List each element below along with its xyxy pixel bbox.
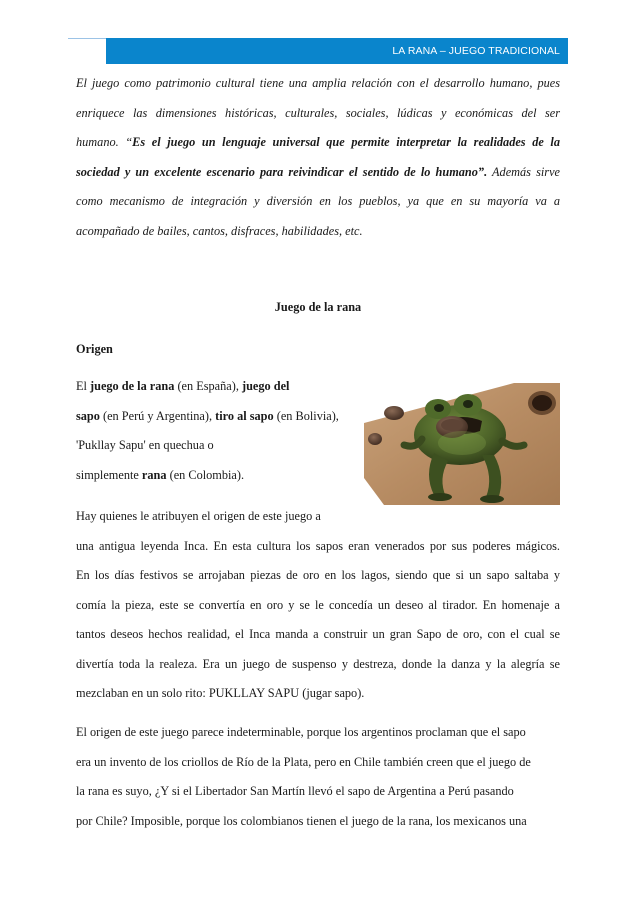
bold-term: juego del bbox=[242, 379, 290, 393]
text-line bbox=[76, 461, 376, 491]
bold-term: tiro al sapo bbox=[215, 408, 274, 423]
text-line: En los días festivos se arrojaban piezas de oro en los lagos, siendo que si un sapo saltaba y bbox=[76, 568, 560, 582]
text-run: (en España), bbox=[174, 379, 242, 393]
text-line: divertía toda la realeza. Era un juego de suspenso y destreza, donde la danza y la alegría se bbox=[76, 656, 560, 671]
header-rule bbox=[68, 38, 106, 39]
text-run: simplemente bbox=[76, 467, 142, 482]
text-line: comía la pieza, este se convertía en oro y se le concedía un deseo al tirador. En homenaje a bbox=[76, 597, 560, 612]
intro-quote: sociedad y un excelente escenario para reivindicar el sentido de lo humano”. bbox=[76, 164, 488, 179]
intro-text: humano. “ bbox=[76, 135, 133, 149]
header-bar bbox=[106, 38, 568, 64]
origin-heading: Origen bbox=[76, 342, 113, 356]
bold-term: rana bbox=[141, 467, 167, 482]
intro-line: acompañado de bailes, cantos, disfraces, habilidades, etc. bbox=[76, 223, 363, 238]
intro-line: enriquece las dimensiones históricas, culturales, sociales, lúdicas y económicas del ser bbox=[76, 105, 560, 120]
text-line bbox=[76, 402, 376, 432]
section-title: Juego de la rana bbox=[274, 300, 362, 314]
text-line: la rana es suyo, ¿Y si el Libertador San Martín llevó el sapo de Argentina a Perú pasando bbox=[76, 784, 514, 798]
text-line: mezclaban en un solo rito: PUKLLAY SAPU (jugar sapo). bbox=[76, 686, 365, 700]
text-run: (en Perú y Argentina), bbox=[99, 408, 216, 423]
text-line: El origen de este juego parece indeterminable, porque los argentinos proclaman que el sapo bbox=[76, 725, 526, 739]
text-run: (en Colombia). bbox=[166, 467, 245, 482]
bold-term: juego de la rana bbox=[90, 379, 175, 393]
text-line: 'Pukllay Sapu' en quechua o bbox=[76, 438, 214, 452]
origin-paragraph-1 bbox=[76, 372, 376, 490]
text-run: (en Bolivia), bbox=[273, 408, 339, 423]
text-line: Hay quienes le atribuyen el origen de este juego a bbox=[76, 509, 321, 523]
text-run: El bbox=[76, 379, 91, 393]
intro-paragraph bbox=[76, 69, 560, 246]
intro-line bbox=[76, 158, 560, 188]
intro-line: El juego como patrimonio cultural tiene una amplia relación con el desarrollo humano, pues bbox=[76, 76, 560, 90]
header-title: LA RANA – JUEGO TRADICIONAL bbox=[392, 45, 560, 57]
origin-paragraph-2 bbox=[76, 502, 560, 709]
text-line: una antigua leyenda Inca. En esta cultura los sapos eran venerados por sus poderes mágicos. bbox=[76, 538, 560, 553]
text-line bbox=[76, 372, 376, 402]
intro-quote: Es el juego un lenguaje universal que permite interpretar la realidades de la bbox=[132, 135, 560, 149]
text-line: tantos deseos hechos realidad, el Inca manda a construir un gran Sapo de oro, con el cual se bbox=[76, 627, 560, 641]
text-line: era un invento de los criollos de Río de la Plata, pero en Chile también creen que el juego de bbox=[76, 754, 531, 769]
intro-text: Además sirve bbox=[487, 164, 560, 179]
frog-game-photo bbox=[364, 383, 560, 505]
origin-paragraph-3 bbox=[76, 718, 560, 836]
intro-line bbox=[76, 128, 560, 158]
text-line: por Chile? Imposible, porque los colombianos tienen el juego de la rana, los mexicanos una bbox=[76, 813, 527, 828]
bold-term: sapo bbox=[76, 408, 100, 423]
intro-line: como mecanismo de integración y diversión en los pueblos, ya que en su mayoría va a bbox=[76, 194, 560, 208]
